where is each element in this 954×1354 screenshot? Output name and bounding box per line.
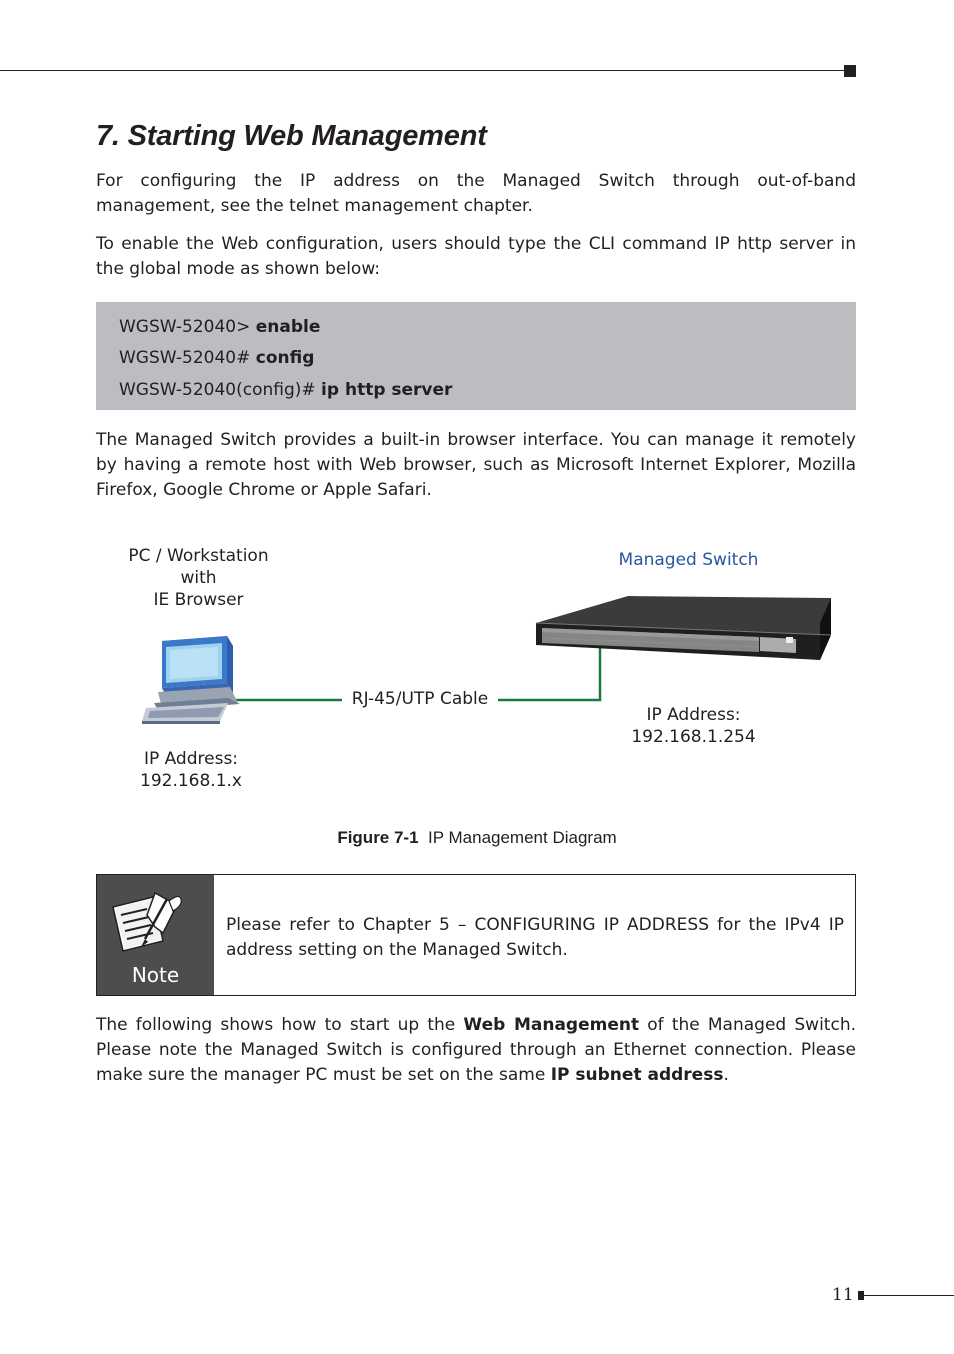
closing-paragraph: The following shows how to start up the Web Management of the Managed Switch. Please note the Managed Switch is configured through an Ethernet connection. Please make sure the manager PC must be set on the same IP subnet address.	[96, 1015, 856, 1085]
ip-management-diagram	[96, 535, 856, 805]
managed-switch-label: Managed Switch	[618, 550, 759, 570]
cable-label: RJ-45/UTP Cable	[342, 688, 498, 710]
cli-line	[119, 315, 320, 339]
figure-caption	[0, 828, 954, 848]
pc-ip-address: IP Address: 192.168.1.x	[140, 749, 242, 791]
page-title: 7. Starting Web Management	[96, 120, 487, 152]
bottom-rule	[864, 1295, 954, 1296]
top-square-marker	[844, 65, 856, 77]
cli-prompt: WGSW-52040#	[119, 348, 256, 368]
pc-workstation-label: PC / Workstation with IE Browser	[128, 546, 269, 610]
top-rule	[0, 70, 848, 71]
figure-label: Figure 7-1	[337, 828, 419, 847]
ip-subnet-emphasis: IP subnet address	[550, 1065, 724, 1085]
pc-computer-icon	[142, 636, 240, 724]
note-text: Please refer to Chapter 5 – CONFIGURING IP ADDRESS for the IPv4 IP address setting on the Managed Switch.	[226, 915, 844, 960]
figure-title: IP Management Diagram	[428, 828, 617, 847]
browser-paragraph: The Managed Switch provides a built-in browser interface. You can manage it remotely by having a remote host with Web browser, such as Microsoft Internet Explorer, Mozilla Firefox, Google Chrome or Apple Safari.	[96, 430, 856, 500]
note-sidebar	[97, 875, 214, 995]
cli-prompt: WGSW-52040>	[119, 317, 256, 337]
note-label: Note	[131, 963, 180, 987]
cli-prompt: WGSW-52040(config)#	[119, 380, 322, 400]
cli-intro-paragraph: To enable the Web configuration, users should type the CLI command IP http server in the global mode as shown below:	[96, 234, 856, 279]
cli-command: ip http server	[321, 380, 453, 400]
cli-command: enable	[255, 317, 321, 337]
intro-paragraph: For configuring the IP address on the Managed Switch through out-of-band management, see the telnet management chapter.	[96, 171, 856, 216]
page-number: 11	[832, 1285, 854, 1305]
managed-switch-icon	[536, 596, 831, 660]
note-pencil-icon	[97, 875, 214, 963]
cli-line	[119, 378, 452, 402]
cli-line	[119, 346, 314, 370]
note-box	[96, 874, 856, 996]
cli-code-block	[96, 302, 856, 410]
web-management-emphasis: Web Management	[463, 1015, 640, 1035]
cli-command: config	[255, 348, 315, 368]
switch-ip-address: IP Address: 192.168.1.254	[631, 705, 756, 747]
